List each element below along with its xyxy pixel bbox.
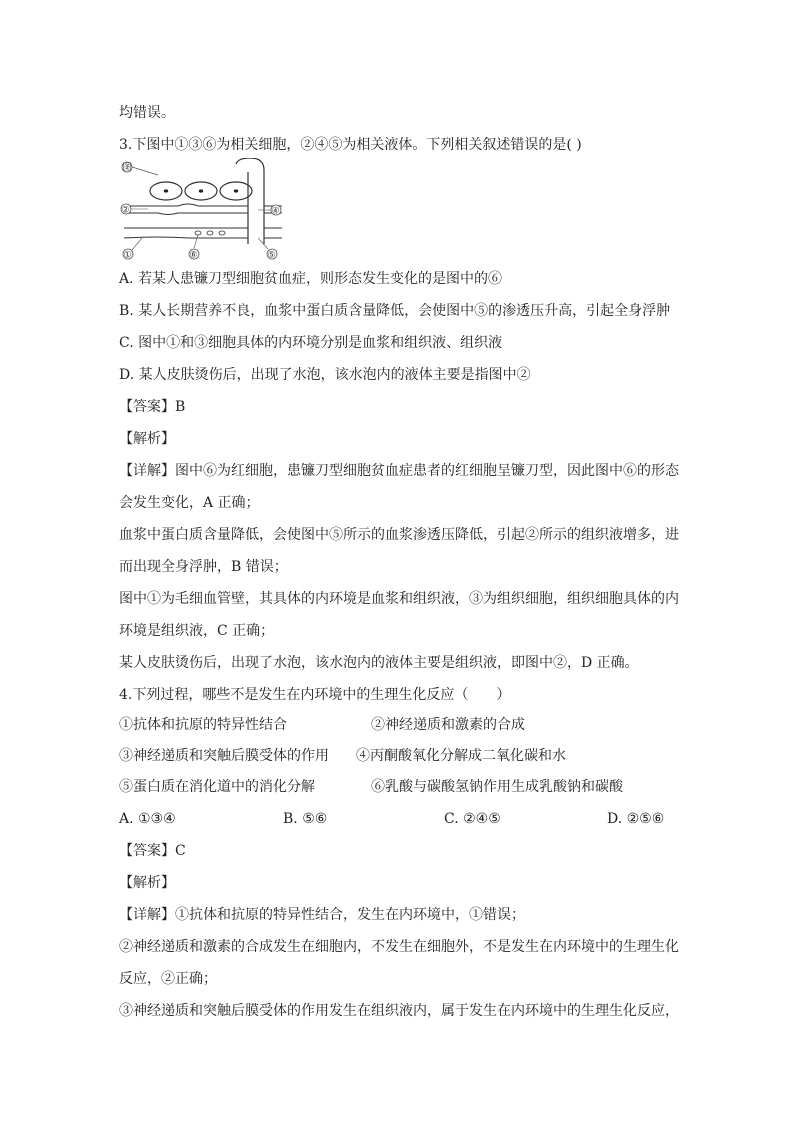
q4-item-row (119, 778, 679, 796)
figure-label: ⑥ (189, 250, 198, 261)
answer-label: 【答案】B (119, 399, 186, 415)
q4-option-d: D. ②⑤⑥ (607, 811, 665, 827)
figure-label: ① (123, 250, 132, 261)
explanation-line: ③神经递质和突触后膜受体的作用发生在组织液内，属于发生在内环境中的生理生化反应， (119, 1003, 679, 1019)
answer-label: 【答案】C (119, 843, 186, 859)
q4-item: ④丙酮酸氧化分解成二氧化碳和水 (356, 748, 566, 764)
figure-label: ④ (271, 206, 280, 217)
q4-option-c: C. ②④⑤ (444, 811, 501, 827)
q4-option-b: B. ⑤⑥ (283, 811, 328, 827)
cell-diagram-figure (118, 158, 288, 262)
q4-item: ③神经递质和突触后膜受体的作用 (119, 748, 329, 764)
explanation-line: 环境是组织液，C 正确； (119, 623, 275, 639)
explanation-line: 【详解】图中⑥为红细胞，患镰刀型细胞贫血症患者的红细胞呈镰刀型，因此图中⑥的形态 (119, 463, 679, 479)
q4-item: ②神经递质和激素的合成 (371, 717, 525, 733)
figure-label: ② (121, 205, 130, 216)
figure-label: 图 (122, 163, 132, 173)
analysis-label: 【解析】 (119, 875, 175, 891)
explanation-line: 反应，②正确； (119, 971, 217, 987)
q4-item: ⑥乳酸与碳酸氢钠作用生成乳酸钠和碳酸 (371, 779, 623, 795)
q4-options-row (119, 810, 679, 828)
q4-item: ⑤蛋白质在消化道中的消化分解 (119, 779, 315, 795)
explanation-line: 图中①为毛细血管壁，其具体的内环境是血浆和组织液，③为组织细胞，组织细胞具体的内 (119, 591, 679, 607)
explanation-line: 【详解】①抗体和抗原的特异性结合，发生在内环境中，①错误； (119, 907, 525, 923)
question-4-stem: 4.下列过程，哪些不是发生在内环境中的生理生化反应（ ） (119, 687, 511, 703)
option-b: B. 某人长期营养不良，血浆中蛋白质含量降低，会使图中⑤的渗透压升高，引起全身浮肿 (119, 303, 671, 319)
explanation-line: 会发生变化，A 正确； (119, 495, 260, 511)
q4-item: ①抗体和抗原的特异性结合 (119, 717, 287, 733)
question-3-stem: 3.下图中①③⑥为相关细胞，②④⑤为相关液体。下列相关叙述错误的是( ) (119, 137, 582, 153)
explanation-line: ②神经递质和激素的合成发生在细胞内，不发生在细胞外，不是发生在内环境中的生理生化 (119, 939, 679, 955)
option-c: C. 图中①和③细胞具体的内环境分别是血浆和组织液、组织液 (119, 335, 503, 351)
cell-diagram (118, 158, 288, 262)
q4-item-row (119, 716, 679, 734)
q4-item-row (119, 747, 679, 765)
option-d: D. 某人皮肤烫伤后，出现了水泡，该水泡内的液体主要是指图中② (119, 367, 531, 383)
figure-label: ⑤ (267, 250, 276, 261)
explanation-line: 某人皮肤烫伤后，出现了水泡，该水泡内的液体主要是组织液，即图中②，D 正确。 (119, 655, 639, 671)
text-line: 均错误。 (119, 105, 175, 121)
explanation-line: 而出现全身浮肿，B 错误； (119, 559, 288, 575)
explanation-line: 血浆中蛋白质含量降低，会使图中⑤所示的血浆渗透压降低，引起②所示的组织液增多，进 (119, 527, 679, 543)
analysis-label: 【解析】 (119, 431, 175, 447)
option-a: A. 若某人患镰刀型细胞贫血症，则形态发生变化的是图中的⑥ (119, 271, 503, 287)
q4-option-a: A. ①③④ (119, 811, 176, 827)
